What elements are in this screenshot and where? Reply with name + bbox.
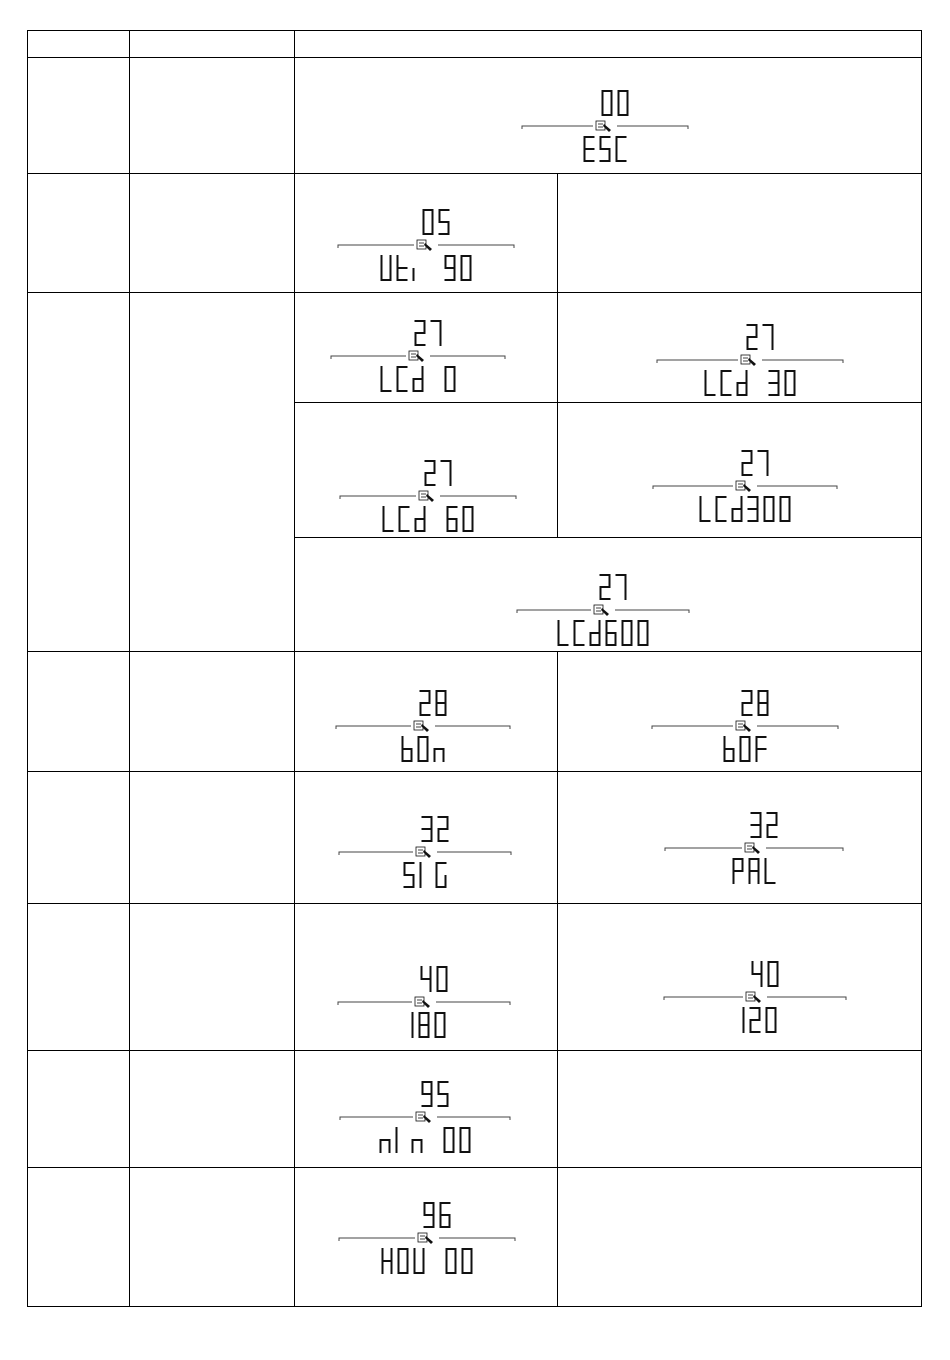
lcd-value [402, 736, 445, 762]
lcd-display [652, 690, 838, 762]
settings-tool-icon [736, 481, 751, 492]
settings-tool-icon [594, 605, 609, 616]
lcd-value [382, 1248, 473, 1274]
settings-tool-icon [741, 355, 756, 366]
lcd-value [381, 255, 472, 281]
lcd-value [584, 136, 627, 162]
lcd-display [331, 320, 505, 392]
settings-tool-icon [418, 1233, 433, 1244]
lcd-code [423, 209, 450, 235]
lcd-display [664, 961, 846, 1033]
lcd-display [657, 324, 843, 396]
lcd-code [422, 816, 449, 842]
lcd-code [422, 1081, 449, 1107]
lcd-code [600, 574, 627, 600]
lcd-code [425, 460, 452, 486]
settings-tool-icon [745, 843, 760, 854]
settings-tool-icon [415, 997, 430, 1008]
lcd-code [424, 1202, 451, 1228]
lcd-display [665, 812, 843, 884]
lcd-value [724, 736, 767, 762]
lcd-display [653, 450, 837, 522]
lcd-value [383, 506, 474, 532]
lcd-value [700, 496, 791, 522]
lcd-code [742, 450, 769, 476]
lcd-display [338, 209, 514, 281]
lcd-display [339, 816, 511, 888]
lcd-code [602, 90, 629, 116]
lcd-display [340, 1081, 510, 1153]
settings-tool-icon [746, 992, 761, 1003]
lcd-value [705, 370, 796, 396]
table-grid [28, 31, 922, 1307]
settings-tool-icon [416, 1112, 431, 1123]
lcd-display [336, 690, 510, 762]
lcd-code [752, 961, 779, 987]
lcd-value [404, 862, 447, 888]
lcd-display [339, 1202, 515, 1274]
lcd-value [743, 1007, 777, 1033]
settings-tool-icon [419, 491, 434, 502]
lcd-code [421, 966, 448, 992]
settings-tool-icon [409, 351, 424, 362]
lcd-value [558, 620, 649, 646]
settings-tool-icon [736, 721, 751, 732]
lcd-value [733, 858, 776, 884]
lcd-code [420, 690, 447, 716]
lcd-display [338, 966, 510, 1038]
settings-tool-icon [596, 121, 611, 132]
settings-tool-icon [414, 721, 429, 732]
lcd-value [380, 1127, 471, 1153]
lcd-code [415, 320, 442, 346]
lcd-display [517, 574, 689, 646]
lcd-value [412, 1012, 446, 1038]
lcd-code [751, 812, 778, 838]
lcd-display [522, 90, 688, 162]
lcd-value [381, 366, 456, 392]
settings-tool-icon [416, 847, 431, 858]
settings-tool-icon [417, 240, 432, 251]
lcd-code [742, 690, 769, 716]
lcd-display [340, 460, 516, 532]
lcd-code [747, 324, 774, 350]
